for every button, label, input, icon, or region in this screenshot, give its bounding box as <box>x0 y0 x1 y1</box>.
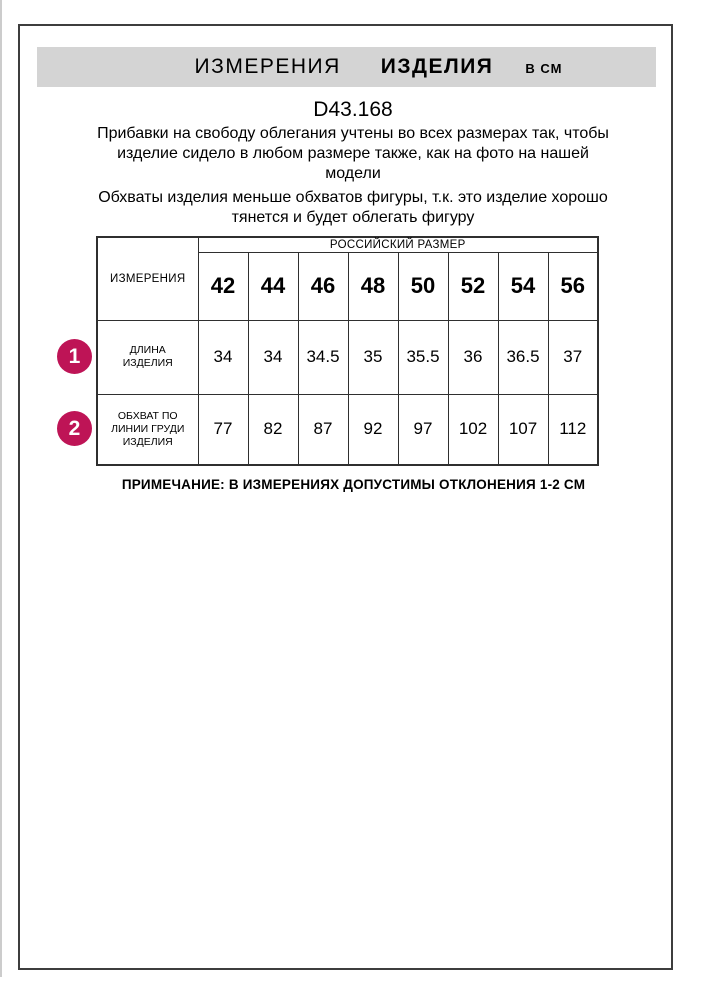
length-value-54: 36.5 <box>498 320 548 394</box>
chest-value-54: 107 <box>498 394 548 465</box>
size-group-header-row <box>97 237 598 252</box>
row-label-chest-line1: ОБХВАТ ПО <box>117 409 178 422</box>
table-row-length <box>97 320 598 394</box>
size-header-52: 52 <box>448 252 498 320</box>
size-header-42: 42 <box>198 252 248 320</box>
size-header-48: 48 <box>348 252 398 320</box>
row-label-length-line1: ДЛИНА <box>129 344 166 356</box>
row-label-chest-line2: ЛИНИИ ГРУДИ <box>111 422 185 435</box>
chest-value-50: 97 <box>398 394 448 465</box>
measurements-column-header: ИЗМЕРЕНИЯ <box>97 237 198 320</box>
russian-size-group-header: РОССИЙСКИЙ РАЗМЕР <box>198 237 598 252</box>
length-value-48: 35 <box>348 320 398 394</box>
row-label-length <box>97 320 198 394</box>
intro-p1-line1: Прибавки на свободу облегания учтены во всех размерах так, чтобы <box>97 125 609 142</box>
intro-p2-line1: Обхваты изделия меньше обхватов фигуры, т.к. это изделие хорошо <box>98 189 608 206</box>
row-label-chest-line3: ИЗДЕЛИЯ <box>122 435 173 448</box>
title-word-product: ИЗДЕЛИЯ <box>380 55 494 78</box>
product-code: D43.168 <box>313 98 393 121</box>
row-marker-2: 2 <box>57 411 92 446</box>
measurements-table <box>96 236 599 466</box>
intro-p1-line2: изделие сидело в любом размере также, как на фото на нашей <box>117 145 589 162</box>
size-header-50: 50 <box>398 252 448 320</box>
row-label-length-line2: ИЗДЕЛИЯ <box>122 357 173 369</box>
length-value-52: 36 <box>448 320 498 394</box>
size-header-46: 46 <box>298 252 348 320</box>
size-header-54: 54 <box>498 252 548 320</box>
length-value-46: 34.5 <box>298 320 348 394</box>
title-unit-cm: В СМ <box>525 61 563 76</box>
row-marker-1: 1 <box>57 339 92 374</box>
length-value-42: 34 <box>198 320 248 394</box>
chest-value-46: 87 <box>298 394 348 465</box>
title-word-measurements: ИЗМЕРЕНИЯ <box>194 55 341 78</box>
size-header-44: 44 <box>248 252 298 320</box>
intro-p2-line2: тянется и будет облегать фигуру <box>231 209 475 226</box>
chest-value-48: 92 <box>348 394 398 465</box>
intro-block <box>73 98 633 228</box>
size-header-56: 56 <box>548 252 598 320</box>
intro-paragraph-2 <box>73 188 633 228</box>
tolerance-note: ПРИМЕЧАНИЕ: В ИЗМЕРЕНИЯХ ДОПУСТИМЫ ОТКЛОНЕНИЯ 1-2 СМ <box>121 477 586 492</box>
chest-value-56: 112 <box>548 394 598 465</box>
chest-value-52: 102 <box>448 394 498 465</box>
intro-paragraph-1 <box>73 124 633 184</box>
chest-value-42: 77 <box>198 394 248 465</box>
row-label-chest <box>97 394 198 465</box>
intro-p1-line3: модели <box>325 165 381 182</box>
length-value-44: 34 <box>248 320 298 394</box>
table-row-chest <box>97 394 598 465</box>
chest-value-44: 82 <box>248 394 298 465</box>
length-value-56: 37 <box>548 320 598 394</box>
length-value-50: 35.5 <box>398 320 448 394</box>
title-band <box>37 47 656 87</box>
